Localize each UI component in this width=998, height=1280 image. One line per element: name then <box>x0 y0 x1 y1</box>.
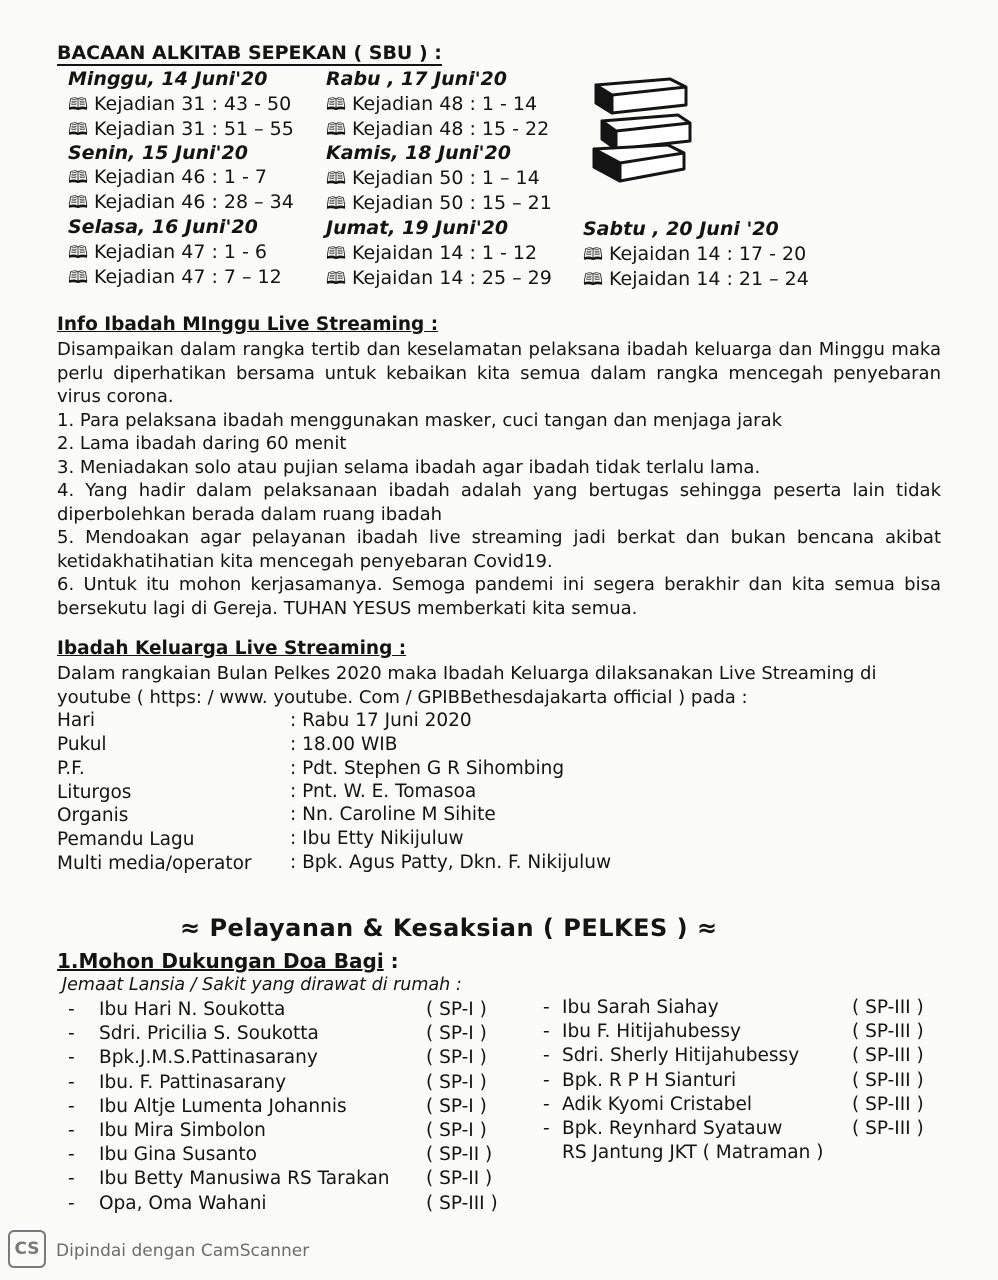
camscanner-caption: Dipindai dengan CamScanner <box>56 1241 310 1261</box>
reading-jumat-2: 🕮 Kejaidan 14 : 25 – 29 <box>326 266 552 295</box>
list-item-sector: ( SP-III ) <box>852 1045 924 1067</box>
day-minggu: Minggu, 14 Juni'20 <box>68 68 268 90</box>
reading-rabu-2: 🕮 Kejadian 48 : 15 - 22 <box>326 117 549 146</box>
list-item-name: Ibu Mira Simbolon <box>99 1120 266 1141</box>
list-item-name: Ibu Sarah Siahay <box>562 997 719 1018</box>
day-sabtu: Sabtu , 20 Juni '20 <box>583 218 779 240</box>
book-icon: 🕮 <box>326 269 347 289</box>
pelkes-title: ≈ Pelayanan & Kesaksian ( PELKES ) ≈ <box>180 914 718 942</box>
list-dash: - <box>543 1069 550 1091</box>
book-icon: 🕮 <box>68 268 89 288</box>
list-dash: - <box>543 1021 550 1043</box>
reading-selasa-2: 🕮 Kejadian 47 : 7 – 12 <box>68 265 282 294</box>
reading-sabtu-1: 🕮 Kejaidan 14 : 17 - 20 <box>583 242 806 271</box>
row-label-liturgos: Liturgos <box>57 782 132 803</box>
info-item-5: 5. Mendoakan agar pelayanan ibadah live streaming jadi berkat dan bukan bencana akibat ketidakhatihatian kita mencegah penyebaran Covid19. <box>57 527 941 572</box>
list-dash: - <box>68 1144 75 1166</box>
row-label-pf: P.F. <box>57 758 85 779</box>
list-dash: - <box>543 1045 550 1067</box>
list-item-sector: ( SP-III ) <box>852 997 924 1018</box>
row-value-pukul: : 18.00 WIB <box>290 734 398 755</box>
info-heading: Info Ibadah MInggu Live Streaming : <box>57 314 439 335</box>
row-value-pemandu: : Ibu Etty Nikijuluw <box>290 828 464 849</box>
day-rabu: Rabu , 17 Juni'20 <box>326 68 507 90</box>
list-dash: - <box>543 1118 550 1139</box>
row-label-hari: Hari <box>57 710 95 731</box>
doa-colon: : <box>383 949 399 973</box>
row-value-liturgos: : Pnt. W. E. Tomasoa <box>290 781 477 802</box>
right-list-note: RS Jantung JKT ( Matraman ) <box>562 1142 824 1163</box>
list-item-sector: ( SP-III ) <box>426 1192 498 1214</box>
row-label-multimedia: Multi media/operator <box>57 853 252 874</box>
doa-heading-row <box>57 949 399 973</box>
day-kamis: Kamis, 18 Juni'20 <box>326 142 511 164</box>
row-label-organis: Organis <box>57 805 129 826</box>
book-icon: 🕮 <box>583 245 604 265</box>
books-stack-icon <box>588 75 694 187</box>
row-label-pemandu: Pemandu Lagu <box>57 829 195 850</box>
doa-heading: 1.Mohon Dukungan Doa Bagi <box>57 949 384 973</box>
reading-sabtu-2: 🕮 Kejaidan 14 : 21 – 24 <box>583 267 809 296</box>
list-dash: - <box>68 999 75 1020</box>
day-senin: Senin, 15 Juni'20 <box>68 142 248 164</box>
list-item-name: Ibu Altje Lumenta Johannis <box>99 1095 347 1117</box>
list-item-name: Sdri. Pricilia S. Soukotta <box>99 1023 319 1045</box>
list-item-name: Ibu. F. Pattinasarany <box>99 1071 287 1093</box>
reading-rabu-1: 🕮 Kejadian 48 : 1 - 14 <box>326 92 537 121</box>
row-value-organis: : Nn. Caroline M Sihite <box>290 804 496 825</box>
book-icon: 🕮 <box>326 194 347 214</box>
info-item-3: 3. Meniadakan solo atau pujian selama ibadah agar ibadah tidak terlalu lama. <box>57 456 761 478</box>
list-item-sector: ( SP-III ) <box>852 1118 924 1139</box>
row-label-pukul: Pukul <box>57 734 107 755</box>
book-icon: 🕮 <box>326 95 347 115</box>
list-item-name: Adik Kyomi Cristabel <box>562 1093 753 1115</box>
list-item-sector: ( SP-II ) <box>426 1168 493 1190</box>
book-icon: 🕮 <box>68 95 89 115</box>
day-selasa: Selasa, 16 Juni'20 <box>68 216 258 238</box>
list-item-name: Bpk. Reynhard Syatauw <box>562 1118 783 1139</box>
list-item-sector: ( SP-I ) <box>426 1071 487 1093</box>
info-body <box>57 338 941 620</box>
book-icon: 🕮 <box>68 120 89 140</box>
list-item-sector: ( SP-III ) <box>852 1093 924 1115</box>
info-item-6: 6. Untuk itu mohon kerjasamanya. Semoga pandemi ini segera berakhir dan kita semua bisa bersekutu lagi di Gereja. TUHAN YESUS memberkati kita semua. <box>57 574 941 619</box>
book-icon: 🕮 <box>68 193 89 213</box>
reading-senin-1: 🕮 Kejadian 46 : 1 - 7 <box>68 165 267 194</box>
list-dash: - <box>68 1023 75 1045</box>
list-item-name: Ibu F. Hitijahubessy <box>562 1021 741 1043</box>
info-item-1: 1. Para pelaksana ibadah menggunakan masker, cuci tangan dan menjaga jarak <box>57 409 783 431</box>
reading-minggu-2: 🕮 Kejadian 31 : 51 – 55 <box>68 117 294 146</box>
book-icon: 🕮 <box>326 120 347 140</box>
list-item-sector: ( SP-I ) <box>426 1023 487 1045</box>
list-item-sector: ( SP-I ) <box>426 1095 487 1117</box>
book-icon: 🕮 <box>583 270 604 290</box>
info-item-2: 2. Lama ibadah daring 60 menit <box>57 433 347 454</box>
list-dash: - <box>68 1168 75 1190</box>
book-icon: 🕮 <box>68 168 89 188</box>
info-item-4: 4. Yang hadir dalam pelaksanaan ibadah adalah yang bertugas sehingga peserta lain tidak diperbolehkan berada dalam ruang ibadah <box>57 480 941 525</box>
list-dash: - <box>68 1047 75 1069</box>
list-dash: - <box>68 1192 75 1214</box>
list-dash: - <box>68 1120 75 1141</box>
list-item-sector: ( SP-III ) <box>852 1069 924 1091</box>
list-dash: - <box>543 1093 550 1115</box>
list-item-name: Bpk.J.M.S.Pattinasarany <box>99 1047 318 1069</box>
list-dash: - <box>68 1095 75 1117</box>
book-icon: 🕮 <box>68 243 89 263</box>
doa-subheading: Jemaat Lansia / Sakit yang dirawat di rumah : <box>62 975 462 995</box>
list-item-name: Ibu Betty Manusiwa RS Tarakan <box>99 1168 390 1190</box>
camscanner-logo: CS <box>8 1230 46 1268</box>
row-value-multimedia: : Bpk. Agus Patty, Dkn. F. Nikijuluw <box>290 852 612 873</box>
list-dash: - <box>68 1071 75 1093</box>
keluarga-intro: Dalam rangkaian Bulan Pelkes 2020 maka Ibadah Keluarga dilaksanakan Live Streaming di youtube ( https: / www. youtube. Com / GPIBBethesdajakarta official ) pada : <box>57 663 877 708</box>
list-item-sector: ( SP-II ) <box>426 1144 493 1166</box>
day-jumat: Jumat, 19 Juni'20 <box>326 217 509 239</box>
list-item-sector: ( SP-I ) <box>426 1047 487 1069</box>
list-item-name: Ibu Gina Susanto <box>99 1144 257 1166</box>
book-icon: 🕮 <box>326 169 347 189</box>
list-dash: - <box>543 997 550 1018</box>
list-item-name: Bpk. R P H Sianturi <box>562 1069 737 1091</box>
keluarga-heading: Ibadah Keluarga Live Streaming : <box>57 638 407 659</box>
reading-senin-2: 🕮 Kejadian 46 : 28 – 34 <box>68 190 294 219</box>
reading-jumat-1: 🕮 Kejaidan 14 : 1 - 12 <box>326 241 537 270</box>
list-item-sector: ( SP-I ) <box>426 1120 487 1141</box>
list-item-name: Ibu Hari N. Soukotta <box>99 999 286 1020</box>
list-item-name: Sdri. Sherly Hitijahubessy <box>562 1045 800 1067</box>
reading-selasa-1: 🕮 Kejadian 47 : 1 - 6 <box>68 240 267 269</box>
list-item-sector: ( SP-I ) <box>426 999 487 1020</box>
reading-kamis-1: 🕮 Kejadian 50 : 1 – 14 <box>326 166 540 195</box>
list-item-sector: ( SP-III ) <box>852 1021 924 1043</box>
info-intro: Disampaikan dalam rangka tertib dan keselamatan pelaksana ibadah keluarga dan Minggu maka perlu diperhatikan bersama untuk kebaikan kita semua dalam rangka mencegah penyebaran virus corona. <box>57 339 941 407</box>
reading-minggu-1: 🕮 Kejadian 31 : 43 - 50 <box>68 92 291 121</box>
sbu-heading: BACAAN ALKITAB SEPEKAN ( SBU ) : <box>57 42 442 64</box>
list-item-name: Opa, Oma Wahani <box>99 1192 267 1214</box>
reading-kamis-2: 🕮 Kejadian 50 : 15 – 21 <box>326 191 552 220</box>
row-value-pf: : Pdt. Stephen G R Sihombing <box>290 758 565 779</box>
book-icon: 🕮 <box>326 244 347 264</box>
row-value-hari: : Rabu 17 Juni 2020 <box>290 710 472 731</box>
